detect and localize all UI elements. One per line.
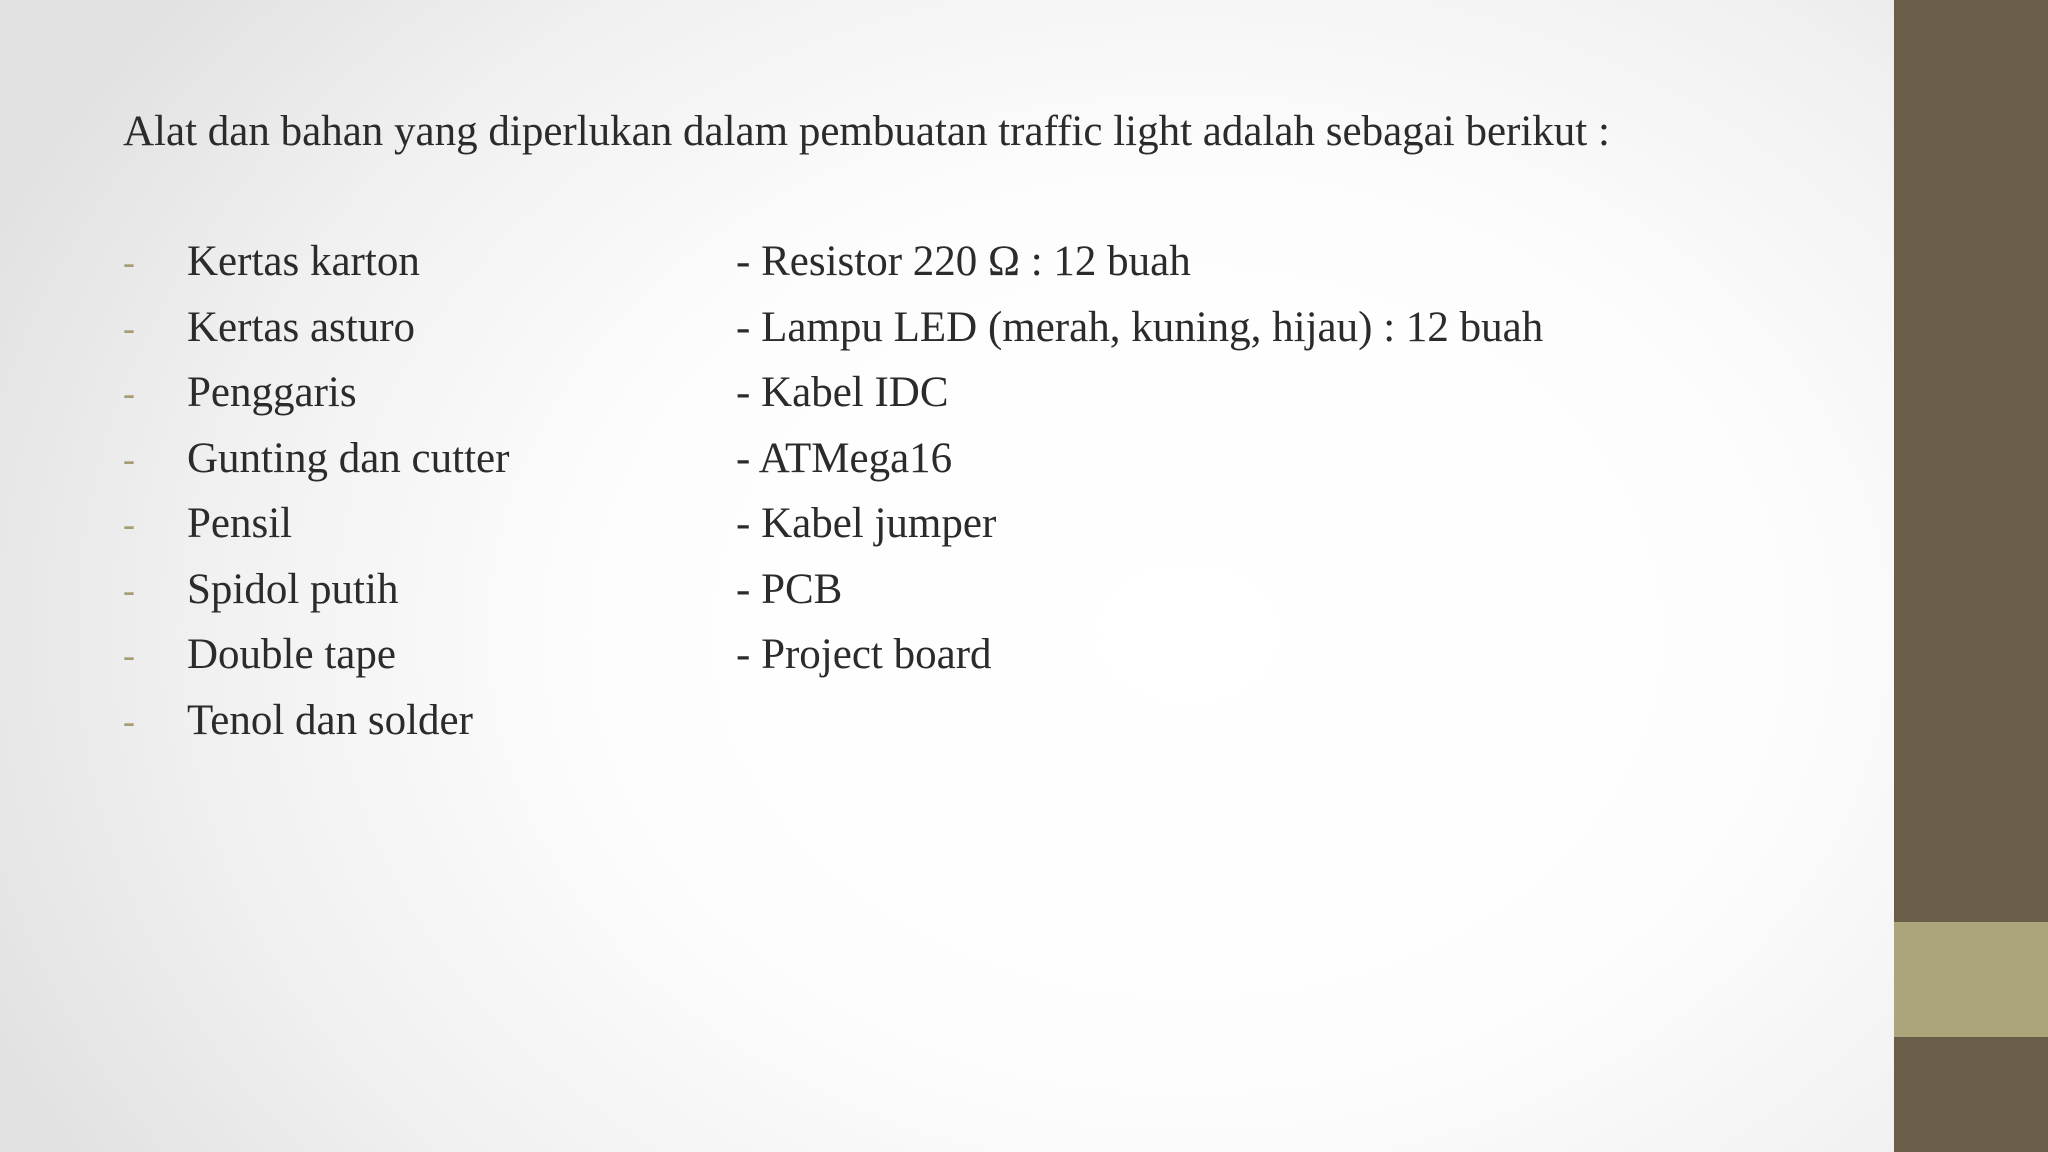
list-item-text: Penggaris [187,369,357,416]
list-item-text: Double tape [187,631,396,678]
bullet-dash: - [123,635,135,675]
list-item [123,433,723,499]
list-item [736,236,1786,302]
list-item-text: Gunting dan cutter [187,434,510,482]
list-item-text: - Lampu LED (merah, kuning, hijau) : 12 buah [736,303,1544,351]
list-item [123,695,723,761]
list-item [123,302,723,368]
list-item [123,564,723,630]
list-item [736,498,1786,564]
decorative-sidebar [1894,0,2048,1152]
list-item [736,629,1786,695]
list-item-text: - Project board [736,631,992,678]
bullet-dash: - [123,504,135,544]
list-item [736,302,1786,368]
list-item [123,629,723,695]
list-item-text: - PCB [736,565,843,613]
list-item [123,367,723,433]
materials-list-left [123,236,723,760]
bullet-dash: - [123,373,135,413]
list-item [123,498,723,564]
list-item [736,433,1786,499]
list-item-text: Pensil [187,500,293,547]
sidebar-band-bottom [1894,1037,2048,1152]
list-item-text: Kertas karton [187,238,420,285]
bullet-dash: - [123,438,135,479]
list-item [736,367,1786,433]
list-item-text: - Resistor 220 Ω : 12 buah [736,238,1191,285]
list-item-text: - Kabel jumper [736,500,997,547]
materials-list-right [736,236,1786,695]
bullet-dash: - [123,700,135,741]
list-item-text: Tenol dan solder [187,696,473,744]
list-item-text: - ATMega16 [736,434,953,482]
bullet-dash: - [123,307,135,348]
bullet-dash: - [123,242,135,282]
list-item-text: Spidol putih [187,565,399,613]
list-item-text: - Kabel IDC [736,369,949,416]
sidebar-band-top [1894,0,2048,922]
list-item [736,564,1786,630]
bullet-dash: - [123,569,135,610]
list-item [123,236,723,302]
list-item-text: Kertas asturo [187,303,416,351]
sidebar-band-accent [1894,922,2048,1037]
intro-text: Alat dan bahan yang diperlukan dalam pembuatan traffic light adalah sebagai berikut : [123,108,1610,155]
